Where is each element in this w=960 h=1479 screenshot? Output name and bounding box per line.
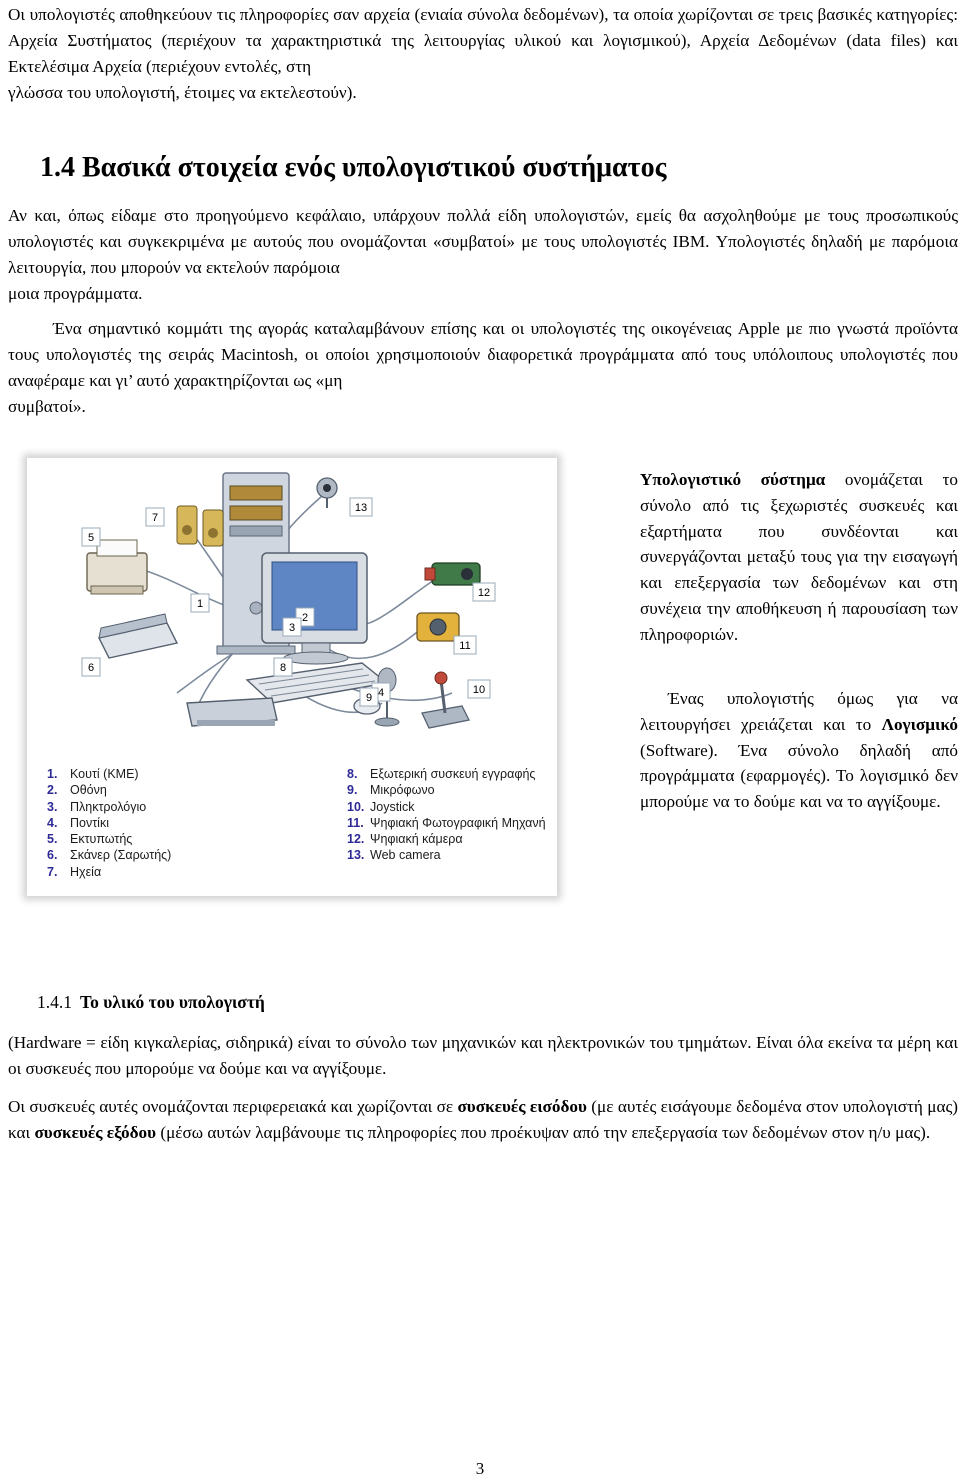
legend-label: Joystick: [370, 799, 415, 814]
legend-item: [347, 799, 546, 815]
legend-item: [347, 847, 546, 863]
legend-number: 3.: [47, 799, 58, 814]
legend-label: Σκάνερ (Σαρωτής): [70, 848, 172, 863]
legend-item: [347, 782, 546, 798]
sidebar-term: Υπολογιστικό σύστημα: [640, 470, 826, 489]
callout-10: [468, 680, 490, 698]
svg-text:9: 9: [365, 692, 373, 704]
legend-number: 4.: [47, 815, 58, 830]
callout-3: [283, 618, 301, 636]
hardware-heading: [37, 992, 265, 1013]
section-paragraph-1: [8, 203, 958, 307]
callout-7: [146, 508, 164, 526]
sidebar-p2-term: Λογισμικό: [881, 714, 958, 734]
legend-number: 6.: [47, 848, 58, 863]
input-devices-term: συσκευές εισόδου: [457, 1097, 587, 1116]
sidebar-p2-start: Ένας υπολογιστής όμως για να λειτουργήσει χρειάζεται και το: [640, 689, 958, 734]
legend-label: Κουτί (ΚΜΕ): [70, 767, 139, 781]
video-camera-icon: [425, 563, 480, 585]
sidebar-p2-rest: (Software). Ένα σύνολο δηλαδή από προγράμματα (εφαρμογές). Το λογισμικό δεν μπορούμε να το δούμε και να το αγγίξουμε.: [640, 740, 958, 812]
cable: [177, 648, 242, 693]
legend-item: [47, 766, 171, 782]
hardware-p1-text: (Hardware = είδη κιγκαλερίας, σιδηρικά) είναι το σύνολο των μηχανικών και ηλεκτρονικών του τμημάτων. Είναι όλα εκείνα τα μέρη και οι συσκευές που μπορούμε να δούμε και να αγγίξουμε.: [8, 1033, 958, 1078]
legend-label: Εξωτερική συσκευή εγγραφής: [370, 767, 536, 781]
legend-item: [47, 831, 171, 847]
callout-5: [82, 528, 100, 546]
legend-item: [47, 799, 171, 815]
svg-text:5: 5: [87, 532, 95, 544]
legend-number: 8.: [347, 767, 358, 781]
legend-label: Ψηφιακή κάμερα: [370, 832, 463, 847]
svg-text:4: 4: [377, 687, 385, 699]
callout-6: [82, 658, 100, 676]
legend-label: Web camera: [370, 848, 441, 863]
figure-legend-left: [47, 766, 171, 880]
svg-text:13: 13: [354, 502, 368, 514]
intro-paragraph: [8, 2, 958, 106]
sidebar-p1-rest: ονομάζεται το σύνολο από τις ξεχωριστές συσκευές και εξαρτήματα που συνδέονται και συνεργάζονται μεταξύ τους για την εισαγωγή και επεξεργασία των δεδομένων και στη συνέχεια την αποθήκευση ή παρουσίαση των πληροφοριών.: [640, 470, 958, 644]
legend-label: Εκτυπωτής: [70, 832, 133, 847]
computer-system-figure: [27, 458, 557, 896]
legend-item: [47, 815, 171, 831]
legend-number: 12.: [347, 832, 365, 847]
callout-11: [454, 636, 476, 654]
svg-text:6: 6: [87, 662, 95, 674]
legend-item: [347, 766, 546, 782]
legend-label: Ηχεία: [70, 864, 102, 879]
intro-last-line: γλώσσα του υπολογιστή, έτοιμες να εκτελεστούν).: [8, 83, 357, 102]
legend-label: Ποντίκι: [70, 815, 109, 830]
sidebar-software: [640, 686, 958, 815]
legend-item: [47, 782, 171, 798]
computer-system-illustration: [27, 458, 557, 758]
printer-icon: [87, 540, 147, 594]
section-paragraph-2: [8, 316, 958, 420]
svg-text:12: 12: [477, 587, 491, 599]
figure-legend-right: [347, 766, 546, 864]
legend-item: [347, 831, 546, 847]
page-number: 3: [475, 1459, 485, 1478]
legend-number: 5.: [47, 832, 58, 847]
hardware-title: Το υλικό του υπολογιστή: [80, 992, 265, 1012]
speakers-icon: [177, 506, 223, 546]
legend-item: [47, 864, 171, 880]
legend-number: 13.: [347, 848, 365, 863]
legend-number: 11.: [347, 815, 364, 830]
callout-1: [191, 594, 209, 612]
photo-camera-icon: [417, 613, 459, 641]
external-drive-icon: [187, 698, 277, 726]
legend-number: 1.: [47, 767, 58, 781]
callout-12: [473, 583, 495, 601]
legend-number: 2.: [47, 783, 58, 798]
svg-text:1: 1: [196, 598, 204, 610]
legend-number: 7.: [47, 864, 58, 879]
web-camera-icon: [317, 478, 337, 508]
svg-text:2: 2: [301, 612, 309, 624]
legend-label: Οθόνη: [70, 783, 107, 798]
legend-item: [347, 815, 546, 831]
callout-8: [274, 658, 292, 676]
legend-number: 10.: [347, 799, 365, 814]
section-p2-last: συμβατοί».: [8, 397, 86, 416]
svg-text:8: 8: [279, 662, 287, 674]
hardware-number: 1.4.1: [37, 992, 72, 1012]
section-p1-text: Αν και, όπως είδαμε στο προηγούμενο κεφάλαιο, υπάρχουν πολλά είδη υπολογιστών, εμείς θα ασχοληθούμε με τους προσωπικούς υπολογιστές και συγκεκριμένα με αυτούς που ονομάζονται «συμβατοί» με τους υπολογιστές IBM. Υπολογιστές δηλαδή με παρόμοια λειτουργία, που μπορούν να εκτελούν παρόμοια: [8, 206, 958, 277]
cable: [137, 568, 232, 608]
hardware-p2-end: (μέσω αυτών λαμβάνουμε τις πληροφορίες που προέκυψαν από την επεξεργασία των δεδομένων στον η/υ μας).: [156, 1123, 931, 1142]
svg-text:3: 3: [288, 622, 296, 634]
callout-9: [360, 688, 378, 706]
legend-number: 9.: [347, 783, 358, 798]
callout-13: [350, 498, 372, 516]
svg-text:11: 11: [459, 640, 471, 652]
hardware-paragraph-1: [8, 1030, 958, 1082]
hardware-p2-start: Οι συσκευές αυτές ονομάζονται περιφερειακά και χωρίζονται σε: [8, 1097, 458, 1116]
hardware-paragraph-2: [8, 1094, 958, 1146]
legend-label: Ψηφιακή Φωτογραφική Μηχανή: [370, 815, 546, 830]
legend-label: Μικρόφωνο: [370, 783, 435, 798]
sidebar-definition: [640, 467, 958, 648]
legend-label: Πληκτρολόγιο: [70, 799, 147, 814]
section-heading: 1.4 Βασικά στοιχεία ενός υπολογιστικού συστήματος: [40, 152, 667, 183]
scanner-icon: [99, 614, 177, 658]
hardware-p2-mid: (με αυτές εισάγουμε δεδομένα στον υπολογιστή μας) και: [8, 1097, 958, 1142]
svg-text:10: 10: [472, 684, 486, 696]
section-p1-last: μοια προγράμματα.: [8, 284, 143, 303]
output-devices-term: συσκευές εξόδου: [34, 1123, 157, 1142]
legend-item: [47, 847, 171, 863]
svg-text:7: 7: [151, 512, 159, 524]
section-p2-text: Ένα σημαντικό κομμάτι της αγοράς καταλαμβάνουν επίσης και οι υπολογιστές της οικογένειας Apple με πιο γνωστά προϊόντα τους υπολογιστές της σειράς Macintosh, οι οποίοι χρησιμοποιούν διαφορετικά προγράμματα από τους υπόλοιπους υπολογιστές που αναφέραμε και γι’ αυτό χαρακτηρίζονται ως «μη: [8, 319, 958, 390]
intro-text: Οι υπολογιστές αποθηκεύουν τις πληροφορίες σαν αρχεία (ενιαία σύνολα δεδομένων), τα οποία χωρίζονται σε τρεις βασικές κατηγορίες: Αρχεία Συστήματος (περιέχουν τα χαρακτηριστικά της λειτουργίας υλικού και λογισμικού), Αρχεία Δεδομένων (data files) και Εκτελέσιμα Αρχεία (περιέχουν εντολές, στη: [8, 5, 958, 76]
